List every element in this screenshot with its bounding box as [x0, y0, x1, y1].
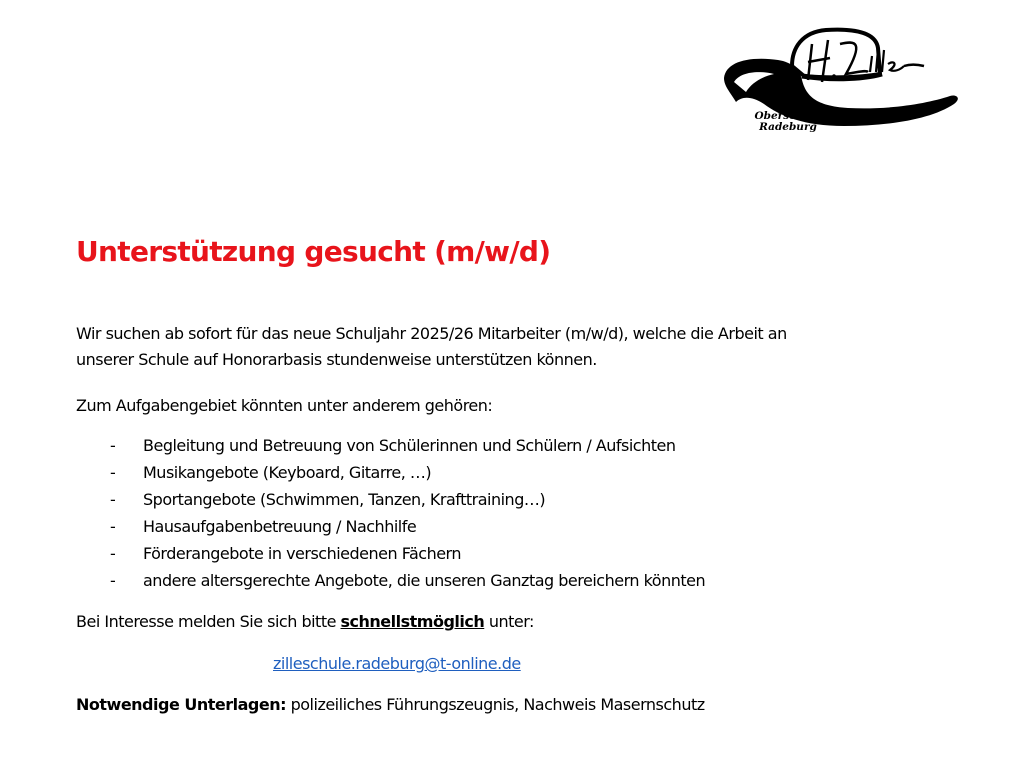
- email-link[interactable]: zilleschule.radeburg@t-online.de: [273, 654, 521, 673]
- intro-line-1: Wir suchen ab sofort für das neue Schuljahr 2025/26 Mitarbeiter (m/w/d), welche die Arbeit an: [76, 324, 787, 343]
- list-item-text: Sportangebote (Schwimmen, Tanzen, Krafttraining…): [143, 490, 546, 509]
- contact-suffix: unter:: [484, 612, 534, 631]
- logo-school-town: Radeburg: [759, 121, 817, 133]
- logo-school-type: Oberschule: [754, 110, 822, 122]
- contact-paragraph: [76, 609, 534, 635]
- list-item-text: Begleitung und Betreuung von Schülerinnen und Schülern / Aufsichten: [143, 436, 676, 455]
- list-item-text: Hausaufgabenbetreuung / Nachhilfe: [143, 517, 417, 536]
- contact-prefix: Bei Interesse melden Sie sich bitte: [76, 612, 341, 631]
- list-dash: -: [110, 436, 116, 455]
- contact-emphasis: schnellstmöglich: [340, 612, 485, 631]
- list-item-text: Förderangebote in verschiedenen Fächern: [143, 544, 461, 563]
- intro-line-2: unserer Schule auf Honorarbasis stundenweise unterstützen können.: [76, 350, 597, 369]
- required-documents-label: Notwendige Unterlagen:: [76, 695, 287, 714]
- list-dash: -: [110, 544, 116, 563]
- list-dash: -: [110, 463, 116, 482]
- list-item-text: andere altersgerechte Angebote, die unseren Ganztag bereichern könnten: [143, 571, 706, 590]
- task-list-heading: Zum Aufgabengebiet könnten unter anderem gehören:: [76, 396, 493, 415]
- list-dash: -: [110, 517, 116, 536]
- page-title: Unterstützung gesucht (m/w/d): [76, 235, 551, 268]
- intro-paragraph: [76, 321, 787, 373]
- list-dash: -: [110, 571, 116, 590]
- required-documents-text: polizeiliches Führungszeugnis, Nachweis Masernschutz: [286, 695, 705, 714]
- list-dash: -: [110, 490, 116, 509]
- required-documents: [76, 692, 705, 718]
- list-item-text: Musikangebote (Keyboard, Gitarre, …): [143, 463, 432, 482]
